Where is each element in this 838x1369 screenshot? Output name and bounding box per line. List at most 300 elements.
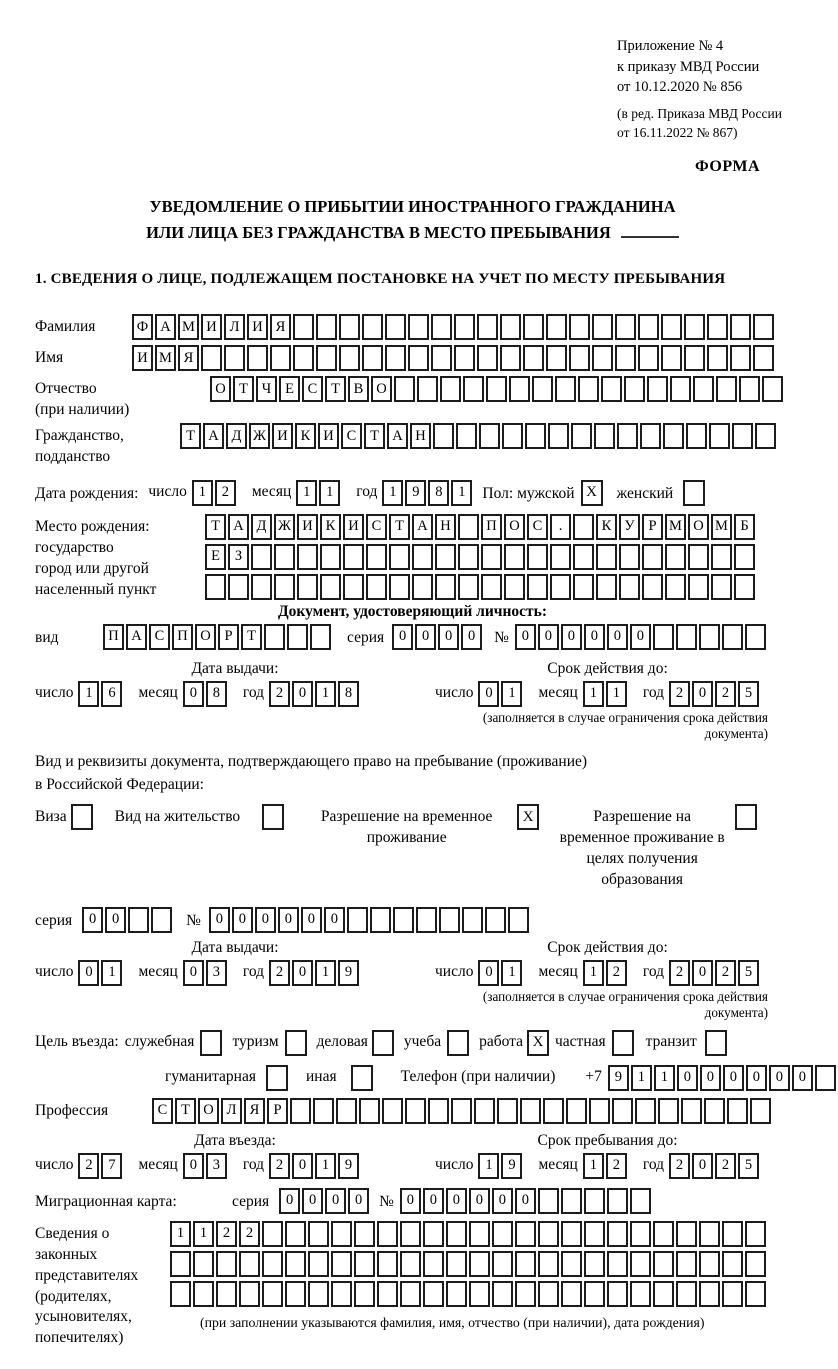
char-cell[interactable]: Т xyxy=(175,1098,196,1124)
char-cell[interactable] xyxy=(543,1098,564,1124)
char-cell[interactable] xyxy=(617,423,638,449)
char-cell[interactable]: Т xyxy=(233,376,254,402)
char-cell[interactable] xyxy=(670,376,691,402)
char-cell[interactable]: Д xyxy=(226,423,247,449)
char-cell[interactable] xyxy=(607,1188,628,1214)
char-cell[interactable]: 0 xyxy=(478,960,499,986)
char-cell[interactable] xyxy=(431,314,452,340)
char-cell[interactable]: И xyxy=(318,423,339,449)
char-cell[interactable]: 1 xyxy=(101,960,122,986)
char-cell[interactable] xyxy=(239,1281,260,1307)
char-cell[interactable] xyxy=(297,544,318,570)
char-cell[interactable]: 1 xyxy=(631,1065,652,1091)
char-cell[interactable]: Ж xyxy=(274,514,295,540)
char-cell[interactable] xyxy=(433,423,454,449)
char-cell[interactable]: 0 xyxy=(232,907,253,933)
char-cell[interactable] xyxy=(435,574,456,600)
char-cell[interactable] xyxy=(423,1221,444,1247)
char-cell[interactable] xyxy=(293,345,314,371)
char-cell[interactable] xyxy=(569,345,590,371)
char-cell[interactable]: М xyxy=(178,314,199,340)
char-cell[interactable] xyxy=(676,624,697,650)
char-cell[interactable] xyxy=(308,1221,329,1247)
char-cell[interactable] xyxy=(686,423,707,449)
char-cell[interactable]: 2 xyxy=(215,480,236,506)
char-cell[interactable] xyxy=(428,1098,449,1124)
char-cell[interactable] xyxy=(170,1281,191,1307)
char-cell[interactable] xyxy=(400,1281,421,1307)
char-cell[interactable]: П xyxy=(172,624,193,650)
char-cell[interactable] xyxy=(354,1281,375,1307)
char-cell[interactable] xyxy=(520,1098,541,1124)
char-cell[interactable] xyxy=(665,544,686,570)
char-cell[interactable]: 7 xyxy=(101,1153,122,1179)
char-cell[interactable] xyxy=(492,1251,513,1277)
checkbox-temp-residence-edu[interactable] xyxy=(735,804,757,830)
char-cell[interactable] xyxy=(366,574,387,600)
char-cell[interactable]: 1 xyxy=(583,960,604,986)
char-cell[interactable]: А xyxy=(155,314,176,340)
char-cell[interactable] xyxy=(316,345,337,371)
char-cell[interactable] xyxy=(546,345,567,371)
char-cell[interactable]: И xyxy=(343,514,364,540)
char-cell[interactable] xyxy=(727,1098,748,1124)
char-cell[interactable] xyxy=(331,1281,352,1307)
char-cell[interactable]: 0 xyxy=(446,1188,467,1214)
char-cell[interactable]: 0 xyxy=(515,1188,536,1214)
char-cell[interactable] xyxy=(515,1281,536,1307)
char-cell[interactable]: И xyxy=(201,314,222,340)
char-cell[interactable]: 8 xyxy=(206,681,227,707)
char-cell[interactable] xyxy=(745,1281,766,1307)
char-cell[interactable]: Ж xyxy=(249,423,270,449)
char-cell[interactable]: С xyxy=(341,423,362,449)
char-cell[interactable] xyxy=(412,574,433,600)
char-cell[interactable] xyxy=(745,624,766,650)
char-cell[interactable] xyxy=(688,574,709,600)
char-cell[interactable] xyxy=(699,1221,720,1247)
char-cell[interactable] xyxy=(497,1098,518,1124)
char-cell[interactable] xyxy=(607,1251,628,1277)
char-cell[interactable] xyxy=(290,1098,311,1124)
char-cell[interactable]: 0 xyxy=(538,624,559,650)
char-cell[interactable] xyxy=(584,1281,605,1307)
char-cell[interactable] xyxy=(469,1281,490,1307)
char-cell[interactable]: 0 xyxy=(692,1153,713,1179)
char-cell[interactable] xyxy=(331,1251,352,1277)
char-cell[interactable] xyxy=(676,1221,697,1247)
char-cell[interactable]: Р xyxy=(218,624,239,650)
char-cell[interactable] xyxy=(331,1221,352,1247)
char-cell[interactable]: 9 xyxy=(405,480,426,506)
char-cell[interactable]: 1 xyxy=(501,681,522,707)
char-cell[interactable]: 0 xyxy=(469,1188,490,1214)
char-cell[interactable] xyxy=(343,544,364,570)
char-cell[interactable]: 0 xyxy=(492,1188,513,1214)
char-cell[interactable] xyxy=(561,1188,582,1214)
char-cell[interactable]: И xyxy=(132,345,153,371)
char-cell[interactable]: М xyxy=(155,345,176,371)
char-cell[interactable] xyxy=(151,907,172,933)
char-cell[interactable]: 0 xyxy=(478,681,499,707)
char-cell[interactable]: 0 xyxy=(515,624,536,650)
char-cell[interactable]: 0 xyxy=(324,907,345,933)
char-cell[interactable] xyxy=(451,1098,472,1124)
char-cell[interactable] xyxy=(730,314,751,340)
char-cell[interactable]: 9 xyxy=(338,960,359,986)
char-cell[interactable] xyxy=(596,574,617,600)
char-cell[interactable] xyxy=(653,1221,674,1247)
char-cell[interactable]: К xyxy=(320,514,341,540)
char-cell[interactable] xyxy=(709,423,730,449)
char-cell[interactable]: 0 xyxy=(584,624,605,650)
char-cell[interactable] xyxy=(555,376,576,402)
char-cell[interactable] xyxy=(362,345,383,371)
char-cell[interactable] xyxy=(474,1098,495,1124)
char-cell[interactable]: 5 xyxy=(738,681,759,707)
char-cell[interactable] xyxy=(515,1251,536,1277)
char-cell[interactable] xyxy=(515,1221,536,1247)
char-cell[interactable]: Б xyxy=(734,514,755,540)
char-cell[interactable]: О xyxy=(688,514,709,540)
char-cell[interactable] xyxy=(596,544,617,570)
char-cell[interactable]: Т xyxy=(180,423,201,449)
char-cell[interactable] xyxy=(492,1281,513,1307)
char-cell[interactable]: А xyxy=(228,514,249,540)
char-cell[interactable]: 1 xyxy=(296,480,317,506)
char-cell[interactable]: О xyxy=(504,514,525,540)
char-cell[interactable] xyxy=(394,376,415,402)
char-cell[interactable] xyxy=(481,544,502,570)
char-cell[interactable] xyxy=(601,376,622,402)
char-cell[interactable] xyxy=(469,1251,490,1277)
char-cell[interactable] xyxy=(264,624,285,650)
char-cell[interactable] xyxy=(642,574,663,600)
char-cell[interactable]: 1 xyxy=(501,960,522,986)
char-cell[interactable] xyxy=(370,907,391,933)
char-cell[interactable]: 1 xyxy=(193,1221,214,1247)
char-cell[interactable]: 8 xyxy=(428,480,449,506)
char-cell[interactable] xyxy=(308,1251,329,1277)
char-cell[interactable]: 0 xyxy=(278,907,299,933)
char-cell[interactable] xyxy=(561,1221,582,1247)
char-cell[interactable]: Е xyxy=(205,544,226,570)
char-cell[interactable]: 1 xyxy=(654,1065,675,1091)
char-cell[interactable]: 0 xyxy=(723,1065,744,1091)
char-cell[interactable]: О xyxy=(195,624,216,650)
char-cell[interactable]: Т xyxy=(364,423,385,449)
char-cell[interactable] xyxy=(546,314,567,340)
char-cell[interactable] xyxy=(722,624,743,650)
char-cell[interactable] xyxy=(693,376,714,402)
char-cell[interactable]: 0 xyxy=(279,1188,300,1214)
char-cell[interactable] xyxy=(699,1251,720,1277)
char-cell[interactable] xyxy=(538,1281,559,1307)
char-cell[interactable] xyxy=(320,574,341,600)
char-cell[interactable]: М xyxy=(665,514,686,540)
char-cell[interactable] xyxy=(389,544,410,570)
char-cell[interactable] xyxy=(734,574,755,600)
char-cell[interactable]: 9 xyxy=(608,1065,629,1091)
char-cell[interactable] xyxy=(630,1221,651,1247)
char-cell[interactable]: 0 xyxy=(607,624,628,650)
char-cell[interactable] xyxy=(615,314,636,340)
checkbox-visa[interactable] xyxy=(71,804,93,830)
char-cell[interactable]: 2 xyxy=(269,960,290,986)
char-cell[interactable] xyxy=(274,574,295,600)
char-cell[interactable] xyxy=(661,314,682,340)
char-cell[interactable]: 2 xyxy=(239,1221,260,1247)
char-cell[interactable] xyxy=(508,907,529,933)
char-cell[interactable] xyxy=(456,423,477,449)
char-cell[interactable] xyxy=(377,1221,398,1247)
char-cell[interactable] xyxy=(527,544,548,570)
char-cell[interactable]: У xyxy=(619,514,640,540)
char-cell[interactable]: 0 xyxy=(415,624,436,650)
char-cell[interactable] xyxy=(653,624,674,650)
checkbox-purpose-turizm[interactable] xyxy=(285,1030,307,1056)
char-cell[interactable] xyxy=(408,345,429,371)
char-cell[interactable]: 0 xyxy=(183,960,204,986)
char-cell[interactable] xyxy=(755,423,776,449)
char-cell[interactable]: Т xyxy=(389,514,410,540)
char-cell[interactable] xyxy=(377,1281,398,1307)
char-cell[interactable] xyxy=(354,1221,375,1247)
char-cell[interactable]: Т xyxy=(241,624,262,650)
char-cell[interactable]: Ф xyxy=(132,314,153,340)
char-cell[interactable] xyxy=(504,544,525,570)
char-cell[interactable] xyxy=(339,314,360,340)
char-cell[interactable] xyxy=(647,376,668,402)
char-cell[interactable]: Я xyxy=(178,345,199,371)
char-cell[interactable] xyxy=(538,1188,559,1214)
char-cell[interactable] xyxy=(454,345,475,371)
char-cell[interactable] xyxy=(711,544,732,570)
char-cell[interactable]: Ч xyxy=(256,376,277,402)
char-cell[interactable] xyxy=(573,574,594,600)
char-cell[interactable]: 0 xyxy=(677,1065,698,1091)
char-cell[interactable] xyxy=(592,345,613,371)
char-cell[interactable] xyxy=(485,907,506,933)
char-cell[interactable]: 2 xyxy=(669,1153,690,1179)
char-cell[interactable] xyxy=(458,514,479,540)
char-cell[interactable] xyxy=(745,1221,766,1247)
char-cell[interactable] xyxy=(594,423,615,449)
char-cell[interactable] xyxy=(500,345,521,371)
char-cell[interactable]: 0 xyxy=(461,624,482,650)
char-cell[interactable] xyxy=(739,376,760,402)
char-cell[interactable] xyxy=(569,314,590,340)
char-cell[interactable]: 0 xyxy=(183,681,204,707)
char-cell[interactable] xyxy=(548,423,569,449)
char-cell[interactable] xyxy=(815,1065,836,1091)
char-cell[interactable]: К xyxy=(295,423,316,449)
char-cell[interactable] xyxy=(663,423,684,449)
char-cell[interactable] xyxy=(423,1251,444,1277)
char-cell[interactable] xyxy=(293,314,314,340)
char-cell[interactable] xyxy=(479,423,500,449)
char-cell[interactable] xyxy=(454,314,475,340)
char-cell[interactable]: Л xyxy=(224,314,245,340)
char-cell[interactable] xyxy=(435,544,456,570)
char-cell[interactable]: 0 xyxy=(292,681,313,707)
char-cell[interactable] xyxy=(320,544,341,570)
char-cell[interactable] xyxy=(612,1098,633,1124)
char-cell[interactable] xyxy=(722,1281,743,1307)
char-cell[interactable] xyxy=(458,574,479,600)
checkbox-purpose-ucheba[interactable] xyxy=(447,1030,469,1056)
char-cell[interactable]: М xyxy=(711,514,732,540)
char-cell[interactable] xyxy=(538,1251,559,1277)
char-cell[interactable] xyxy=(423,1281,444,1307)
char-cell[interactable] xyxy=(285,1251,306,1277)
char-cell[interactable]: 2 xyxy=(606,960,627,986)
char-cell[interactable] xyxy=(313,1098,334,1124)
char-cell[interactable] xyxy=(592,314,613,340)
char-cell[interactable] xyxy=(688,544,709,570)
char-cell[interactable] xyxy=(285,1281,306,1307)
char-cell[interactable]: 9 xyxy=(501,1153,522,1179)
char-cell[interactable] xyxy=(502,423,523,449)
checkbox-purpose-delovaya[interactable] xyxy=(372,1030,394,1056)
char-cell[interactable] xyxy=(630,1281,651,1307)
char-cell[interactable]: 0 xyxy=(302,1188,323,1214)
char-cell[interactable] xyxy=(658,1098,679,1124)
char-cell[interactable] xyxy=(431,345,452,371)
char-cell[interactable] xyxy=(584,1188,605,1214)
char-cell[interactable]: 0 xyxy=(209,907,230,933)
char-cell[interactable] xyxy=(722,1221,743,1247)
char-cell[interactable] xyxy=(262,1281,283,1307)
char-cell[interactable]: 1 xyxy=(78,681,99,707)
char-cell[interactable]: 2 xyxy=(269,681,290,707)
char-cell[interactable]: И xyxy=(247,314,268,340)
char-cell[interactable]: 6 xyxy=(101,681,122,707)
char-cell[interactable] xyxy=(270,345,291,371)
char-cell[interactable] xyxy=(262,1221,283,1247)
char-cell[interactable]: Т xyxy=(205,514,226,540)
char-cell[interactable] xyxy=(722,1251,743,1277)
char-cell[interactable] xyxy=(624,376,645,402)
char-cell[interactable] xyxy=(578,376,599,402)
char-cell[interactable]: 0 xyxy=(438,624,459,650)
char-cell[interactable] xyxy=(732,423,753,449)
char-cell[interactable]: С xyxy=(527,514,548,540)
char-cell[interactable] xyxy=(589,1098,610,1124)
char-cell[interactable] xyxy=(440,376,461,402)
char-cell[interactable] xyxy=(308,1281,329,1307)
char-cell[interactable]: 0 xyxy=(183,1153,204,1179)
char-cell[interactable]: 8 xyxy=(338,681,359,707)
char-cell[interactable] xyxy=(339,345,360,371)
char-cell[interactable]: 1 xyxy=(319,480,340,506)
char-cell[interactable]: И xyxy=(272,423,293,449)
char-cell[interactable] xyxy=(745,1251,766,1277)
char-cell[interactable]: 0 xyxy=(348,1188,369,1214)
char-cell[interactable]: Н xyxy=(435,514,456,540)
char-cell[interactable] xyxy=(707,345,728,371)
char-cell[interactable] xyxy=(635,1098,656,1124)
char-cell[interactable]: 0 xyxy=(292,960,313,986)
char-cell[interactable] xyxy=(362,314,383,340)
char-cell[interactable] xyxy=(532,376,553,402)
char-cell[interactable] xyxy=(753,314,774,340)
char-cell[interactable] xyxy=(336,1098,357,1124)
char-cell[interactable] xyxy=(642,544,663,570)
char-cell[interactable] xyxy=(446,1281,467,1307)
char-cell[interactable] xyxy=(385,314,406,340)
char-cell[interactable] xyxy=(287,624,308,650)
char-cell[interactable]: И xyxy=(297,514,318,540)
char-cell[interactable]: А xyxy=(126,624,147,650)
char-cell[interactable]: 1 xyxy=(583,681,604,707)
char-cell[interactable] xyxy=(676,1251,697,1277)
char-cell[interactable]: 0 xyxy=(301,907,322,933)
char-cell[interactable]: О xyxy=(371,376,392,402)
char-cell[interactable] xyxy=(262,1251,283,1277)
char-cell[interactable] xyxy=(216,1251,237,1277)
char-cell[interactable] xyxy=(462,907,483,933)
char-cell[interactable]: 2 xyxy=(715,960,736,986)
char-cell[interactable]: Р xyxy=(642,514,663,540)
char-cell[interactable]: 0 xyxy=(392,624,413,650)
char-cell[interactable] xyxy=(711,574,732,600)
char-cell[interactable]: 0 xyxy=(746,1065,767,1091)
char-cell[interactable] xyxy=(684,314,705,340)
char-cell[interactable] xyxy=(366,544,387,570)
char-cell[interactable]: 0 xyxy=(325,1188,346,1214)
char-cell[interactable]: С xyxy=(152,1098,173,1124)
char-cell[interactable] xyxy=(354,1251,375,1277)
char-cell[interactable] xyxy=(550,544,571,570)
char-cell[interactable] xyxy=(523,345,544,371)
char-cell[interactable] xyxy=(377,1251,398,1277)
char-cell[interactable]: 0 xyxy=(692,681,713,707)
char-cell[interactable]: З xyxy=(228,544,249,570)
char-cell[interactable]: Н xyxy=(410,423,431,449)
char-cell[interactable] xyxy=(439,907,460,933)
char-cell[interactable] xyxy=(584,1221,605,1247)
char-cell[interactable] xyxy=(405,1098,426,1124)
char-cell[interactable]: 1 xyxy=(315,681,336,707)
char-cell[interactable]: 0 xyxy=(769,1065,790,1091)
char-cell[interactable]: 1 xyxy=(606,681,627,707)
char-cell[interactable] xyxy=(412,544,433,570)
char-cell[interactable] xyxy=(458,544,479,570)
char-cell[interactable] xyxy=(525,423,546,449)
char-cell[interactable] xyxy=(573,544,594,570)
char-cell[interactable] xyxy=(716,376,737,402)
char-cell[interactable]: С xyxy=(149,624,170,650)
char-cell[interactable] xyxy=(247,345,268,371)
char-cell[interactable]: 2 xyxy=(606,1153,627,1179)
char-cell[interactable] xyxy=(316,314,337,340)
char-cell[interactable] xyxy=(561,1281,582,1307)
char-cell[interactable]: П xyxy=(481,514,502,540)
char-cell[interactable] xyxy=(193,1281,214,1307)
char-cell[interactable]: 0 xyxy=(630,624,651,650)
checkbox-purpose-inaya[interactable] xyxy=(351,1065,373,1091)
char-cell[interactable] xyxy=(566,1098,587,1124)
char-cell[interactable] xyxy=(492,1221,513,1247)
char-cell[interactable] xyxy=(239,1251,260,1277)
char-cell[interactable]: А xyxy=(203,423,224,449)
char-cell[interactable] xyxy=(486,376,507,402)
char-cell[interactable] xyxy=(417,376,438,402)
char-cell[interactable]: 2 xyxy=(78,1153,99,1179)
char-cell[interactable] xyxy=(359,1098,380,1124)
char-cell[interactable]: 1 xyxy=(315,960,336,986)
